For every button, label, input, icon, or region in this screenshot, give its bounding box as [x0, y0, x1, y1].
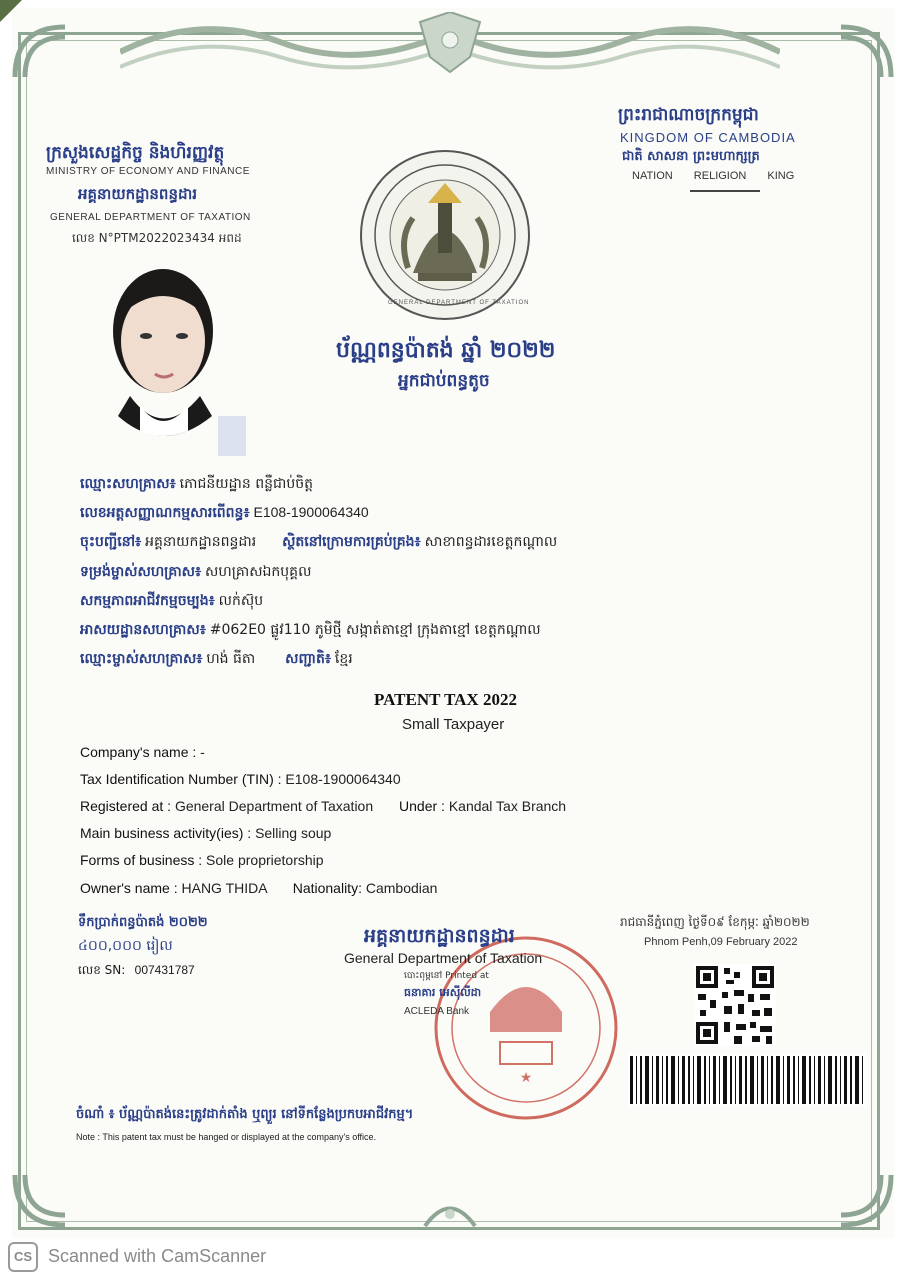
- kh-field-business-form: [80, 562, 311, 583]
- kh-field-company-name: [80, 474, 313, 495]
- date-kh: រាជធានីភ្នំពេញ ថ្ងៃទី០៩ ខែកុម្ភៈ ឆ្នាំ២០២២: [620, 915, 810, 929]
- field-label-2: សញ្ជាតិ៖: [285, 651, 331, 667]
- payment-amount: ៤០០,០០០ រៀល: [78, 938, 173, 954]
- payment-label: ទឹកប្រាក់ពន្ធប៉ាតង់ ២០២២: [78, 915, 208, 930]
- field-value: អគ្គនាយកដ្ឋានពន្ធដារ: [145, 534, 257, 550]
- kh-field-tin: [80, 503, 369, 524]
- scan-corner-shadow: [0, 0, 22, 22]
- field-label-2: Nationality:: [292, 880, 366, 896]
- field-value: Sole proprietorship: [206, 852, 324, 868]
- camscanner-watermark: Scanned with CamScanner: [48, 1246, 267, 1266]
- field-label: Forms of business :: [80, 852, 207, 868]
- motto-underline: [690, 190, 760, 192]
- serial-label: លេខ SN:: [78, 963, 126, 977]
- subtitle-kh: អ្នកជាប់ពន្ធតូច: [398, 371, 490, 391]
- title-en: PATENT TAX 2022: [374, 690, 517, 709]
- en-field-activity: [80, 825, 331, 841]
- note-kh: ចំណាំ ៖ ប័ណ្ណប៉ាតង់នេះត្រូវដាក់តាំង ឬព្យួរ នៅទីកន្លែងប្រកបអាជីវកម្ម។: [76, 1107, 414, 1122]
- kh-field-registered: [80, 532, 557, 553]
- field-label: Main business activity(ies) :: [80, 825, 256, 841]
- top-ornament: [120, 12, 780, 92]
- field-value: HANG THIDA: [181, 880, 267, 896]
- field-value: General Department of Taxation: [174, 798, 374, 814]
- field-label-2: ស្ថិតនៅក្រោមការគ្រប់គ្រង៖: [282, 534, 421, 550]
- field-label: ចុះបញ្ជីនៅ៖: [80, 534, 142, 550]
- field-value-2: សាខាពន្ធដារខេត្តកណ្ដាល: [424, 534, 558, 550]
- kh-field-address: [80, 620, 541, 641]
- field-value: លក់ស៊ុប: [218, 593, 264, 609]
- corner-ornament-tl: [10, 22, 70, 82]
- field-label: Tax Identification Number (TIN) :: [80, 771, 286, 787]
- field-label: Registered at :: [80, 798, 175, 814]
- qr-code: [694, 964, 776, 1046]
- field-value: សហគ្រាសឯកបុគ្គល: [205, 564, 312, 580]
- issuer-kh: អគ្គនាយកដ្ឋានពន្ធដារ: [364, 925, 515, 947]
- bank-kh: ធនាគារ អេស៊ីលីដា: [404, 986, 482, 999]
- field-label: Company's name :: [80, 744, 201, 760]
- kh-field-activity: [80, 591, 263, 612]
- field-value: E108-1900064340: [253, 504, 369, 520]
- issuer-en: General Department of Taxation: [344, 950, 543, 966]
- corner-ornament-br: [836, 1170, 896, 1230]
- department-kh: អគ្គនាយកដ្ឋានពន្ធដារ: [78, 185, 198, 203]
- en-field-business-form: [80, 852, 324, 868]
- field-value-2: Kandal Tax Branch: [448, 798, 567, 814]
- motto-en: NATION RELIGION KING: [632, 170, 795, 182]
- bottom-ornament: [420, 1196, 480, 1230]
- seal-ring-text: GENERAL DEPARTMENT OF TAXATION: [388, 300, 530, 306]
- subtitle-en: Small Taxpayer: [402, 716, 505, 733]
- en-field-tin: [80, 771, 401, 787]
- en-field-company-name: [80, 744, 205, 760]
- camscanner-logo: CS: [8, 1242, 38, 1272]
- field-label: សកម្មភាពអាជីវកម្មចម្បង៖: [80, 593, 215, 609]
- bank-en: ACLEDA Bank: [404, 1006, 470, 1017]
- serial-value: 007431787: [134, 963, 195, 977]
- field-value-2: Cambodian: [365, 880, 438, 896]
- en-field-registered: [80, 798, 566, 814]
- en-field-owner: [80, 880, 437, 896]
- field-value-2: ខ្មែរ: [334, 651, 353, 667]
- department-en: GENERAL DEPARTMENT OF TAXATION: [50, 212, 251, 223]
- serial-number: [78, 962, 195, 980]
- title-kh: ប័ណ្ណពន្ធប៉ាតង់ ឆ្នាំ ២០២២: [336, 338, 556, 363]
- corner-ornament-bl: [10, 1170, 70, 1230]
- tax-department-seal: [358, 148, 532, 322]
- field-value: #062E0 ផ្លូវ110 ភូមិថ្មី សង្កាត់តាខ្មៅ ក្រុងតាខ្មៅ ខេត្តកណ្ដាល: [209, 622, 541, 638]
- corner-ornament-tr: [836, 22, 896, 82]
- field-value: -: [200, 744, 205, 760]
- motto-kh: ជាតិ សាសនា ព្រះមហាក្សត្រ: [622, 149, 760, 164]
- field-value: Selling soup: [255, 825, 332, 841]
- scanner-footer: [0, 1238, 904, 1280]
- barcode: [628, 1054, 868, 1106]
- ministry-kh: ក្រសួងសេដ្ឋកិច្ច និងហិរញ្ញវត្ថុ: [46, 143, 225, 163]
- ministry-en: MINISTRY OF ECONOMY AND FINANCE: [46, 166, 250, 177]
- field-label: ឈ្មោះសហគ្រាស៖: [80, 476, 176, 492]
- field-label: ទម្រង់ម្ចាស់សហគ្រាស៖: [80, 564, 202, 580]
- kingdom-kh: ព្រះរាជាណាចក្រកម្ពុជា: [618, 105, 759, 125]
- kingdom-en: KINGDOM OF CAMBODIA: [620, 130, 796, 145]
- printed-at-label: បោះពុម្ពនៅ Printed at: [404, 971, 489, 981]
- owner-photo: [100, 256, 250, 456]
- note-en: Note : This patent tax must be hanged or displayed at the company's office.: [76, 1132, 377, 1142]
- svg-text:★: ★: [519, 1070, 533, 1086]
- field-label: លេខអត្តសញ្ញាណកម្មសារពើពន្ធ៖: [80, 505, 250, 521]
- field-value: ហង់ ធីតា: [206, 651, 256, 667]
- field-label-2: Under :: [399, 798, 449, 814]
- field-value: ភោជនីយដ្ឋាន ពន្លឺជាប់ចិត្ត: [179, 476, 313, 492]
- field-value: E108-1900064340: [285, 771, 401, 787]
- field-label: Owner's name :: [80, 880, 182, 896]
- kh-field-owner: [80, 649, 353, 670]
- field-label: ឈ្មោះម្ចាស់សហគ្រាស៖: [80, 651, 203, 667]
- date-en: Phnom Penh,09 February 2022: [644, 936, 798, 948]
- field-label: អាសយដ្ឋានសហគ្រាស៖: [80, 622, 206, 638]
- reference-number: លេខ N°PTM2022023434 អពដ: [72, 231, 242, 245]
